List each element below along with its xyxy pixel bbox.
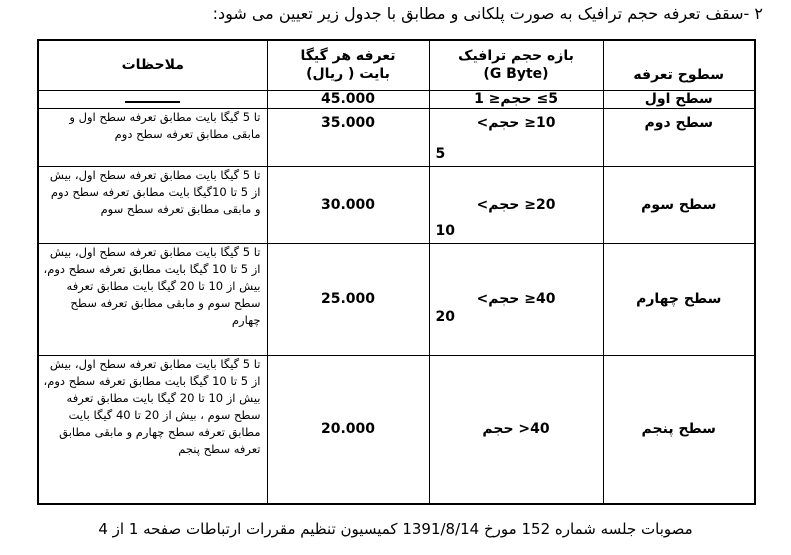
row-volume [429,166,603,243]
section-heading: ۲ -سقف تعرفه حجم ترافیک به صورت پلکانی و مطابق با جدول زیر تعیین می شود: [212,4,763,23]
row-volume [429,355,603,504]
row-volume [429,108,603,166]
header-volume-unit: (G Byte) [483,66,549,83]
row-volume [429,243,603,355]
empty-notes-line [125,91,180,103]
row-level: سطح پنجم [603,355,755,504]
row-level: سطح سوم [603,166,755,243]
table-header-row [38,40,755,90]
row-level: سطح اول [603,90,755,108]
row-volume: 5≥ حجم≤ 1 [429,90,603,108]
row-notes: تا 5 گیگا بایت مطابق تعرفه سطح اول، بیش از 5 تا 10 گیگا بایت مطابق تعرفه سطح دوم، بیش از 10 تا 20 گیگا بایت مطابق تعرفه سطح سوم ، بیش از 20 تا 40 گیگا بایت مطابق تعرفه سطح چهارم و مابقی مطابق تعرفه سطح پنجم [38,355,267,504]
row-level: سطح چهارم [603,243,755,355]
row-volume-range: 40< حجم [482,421,550,438]
row-volume-range: 20≤ حجم> [476,196,556,213]
header-level [603,40,755,90]
row-notes: تا 5 گیگا بایت مطابق تعرفه سطح اول، بیش از 5 تا 10گیگا بایت مطابق تعرفه سطح دوم و مابقی مطابق تعرفه سطح سوم [38,166,267,243]
row-volume-lower: 20 [435,308,455,325]
row-notes: تا 5 گیگا بایت مطابق تعرفه سطح اول، بیش از 5 تا 10 گیگا بایت مطابق تعرفه سطح دوم، بیش از 10 تا 20 گیگا بایت مطابق تعرفه سطح سوم و مابقی مطابق تعرفه سطح چهارم [38,243,267,355]
row-price: 35.000 [267,108,429,166]
row-price: 20.000 [267,355,429,504]
table-row [38,355,755,504]
tariff-table [37,39,756,505]
row-price: 25.000 [267,243,429,355]
row-level: سطح دوم [603,108,755,166]
row-volume-range: 10≤ حجم> [476,114,556,131]
row-notes: تا 5 گیگا بایت مطابق تعرفه سطح اول و مابقی مطابق تعرفه سطح دوم [38,108,267,166]
header-level-label: سطوح تعرفه [633,66,725,83]
table-row [38,166,755,243]
header-notes-label: ملاحظات [121,57,184,74]
header-price-label: تعرفه هر گیگا [300,48,396,65]
header-volume [429,40,603,90]
header-notes [38,40,267,90]
row-price: 30.000 [267,166,429,243]
table-row [38,108,755,166]
header-price-unit: بایت ( ریال) [306,66,390,83]
row-volume-lower: 10 [435,222,455,239]
table-row [38,90,755,108]
header-volume-label: بازه حجم ترافیک [458,48,574,65]
table-row [38,243,755,355]
row-volume-range: 40≤ حجم> [476,291,556,307]
header-price [267,40,429,90]
row-volume-lower: 5 [435,145,446,162]
page-footer: مصوبات جلسه شماره 152 مورخ 1391/8/14 کمیسیون تنظیم مقررات ارتباطات صفحه 1 از 4 [98,520,693,538]
row-notes [38,90,267,108]
row-price: 45.000 [267,90,429,108]
